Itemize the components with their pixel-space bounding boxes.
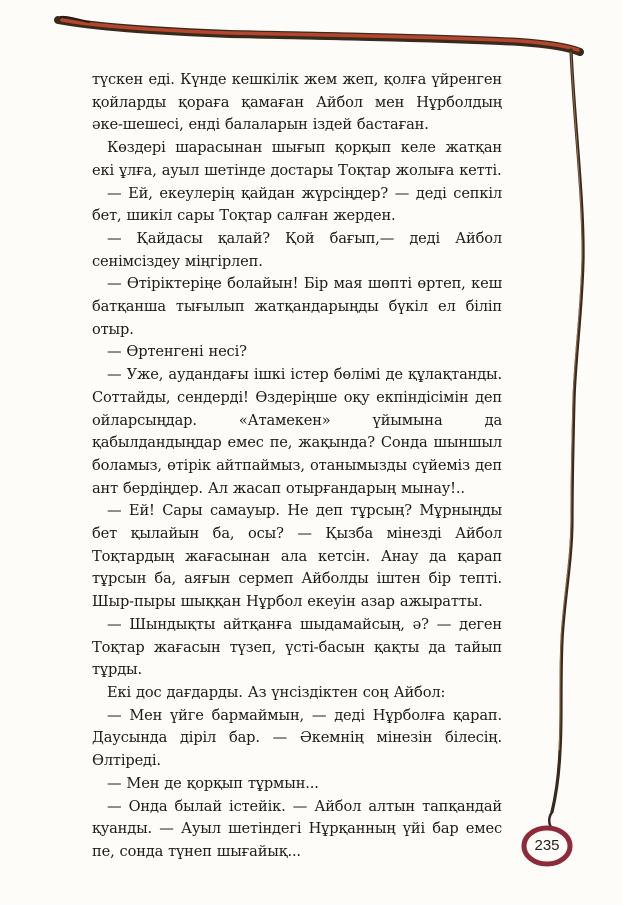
paragraph: — Өтіріктеріңе болайын! Бір мая шөпті өртеп, кеш батқанша тығылып жатқандарыңды бүкіл ел біліп отыр. bbox=[92, 275, 502, 338]
paragraph: Екі дос дағдарды. Аз үнсіздіктен соң Айбол: bbox=[107, 683, 446, 701]
paragraph: — Өртенгені несі? bbox=[107, 343, 247, 361]
paragraph: — Ей! Сары самауыр. Не деп тұрсың? Мұрныңды бет қылайын ба, осы? — Қызба мінезді Айбол Тоқтардың жағасынан ала кетсін. Анау да қарап тұрсын ба, аяғын сермеп Айболды іштен бір тепті. Шыр-пыры шыққан Нұрбол екеуін азар ажыратты. bbox=[92, 502, 502, 611]
paragraph: — Қайдасы қалай? Қой бағып,— деді Айбол сенімсіздеу міңгірлеп. bbox=[92, 229, 502, 270]
top-branch-highlight bbox=[62, 20, 578, 50]
paragraph: Көздері шарасынан шығып қорқып келе жатқан екі ұлға, ауыл шетінде достары Тоқтар жолыға кетті. bbox=[92, 139, 502, 179]
paragraph: — Уже, аудандағы ішкі істер бөлімі де құлақтанды. Соттайды, сендерді! Өздеріңше оқу екпіндісімін деп ойларсыңдар. «Атамекен» үйымына да қабылдандыңдар емес пе, жақында? Сонда шыншыл боламыз, өтірік айтпаймыз, отанымызды сүйеміз деп ант бердіңдер. Ал жасап отырғандарың мынау!.. bbox=[92, 366, 502, 497]
page-number: 235 bbox=[534, 837, 560, 854]
paragraph: — Ей, екеулерің қайдан жүрсіңдер? — деді сепкіл бет, шикіл сары Тоқтар салған жерден. bbox=[92, 184, 502, 225]
paragraph: — Онда былай істейік. — Айбол алтын тапқандай қуанды. — Ауыл шетіндегі Нұрқанның үйі бар емес пе, сонда түнеп шығайық... bbox=[92, 797, 502, 860]
paragraph: — Мен үйге бармаймын, — деді Нұрболға қарап. Даусында діріл бар. — Әкемнің мінезін білесің. Өлтіреді. bbox=[92, 706, 502, 770]
paragraph: түскен еді. Күнде кешкілік жем жеп, қолға үйренген қойларды қораға қамаған Айбол мен Нұрболдың әке-шешесі, енді балаларын іздей бастаған. bbox=[92, 71, 502, 134]
paragraph: — Мен де қорқып тұрмын... bbox=[107, 774, 319, 792]
body-text bbox=[92, 69, 502, 864]
paragraph: — Шындықты айтқанға шыдамайсың, ә? — деген Тоқтар жағасын түзеп, үсті-басын қақты да тайып тұрды. bbox=[92, 615, 502, 679]
